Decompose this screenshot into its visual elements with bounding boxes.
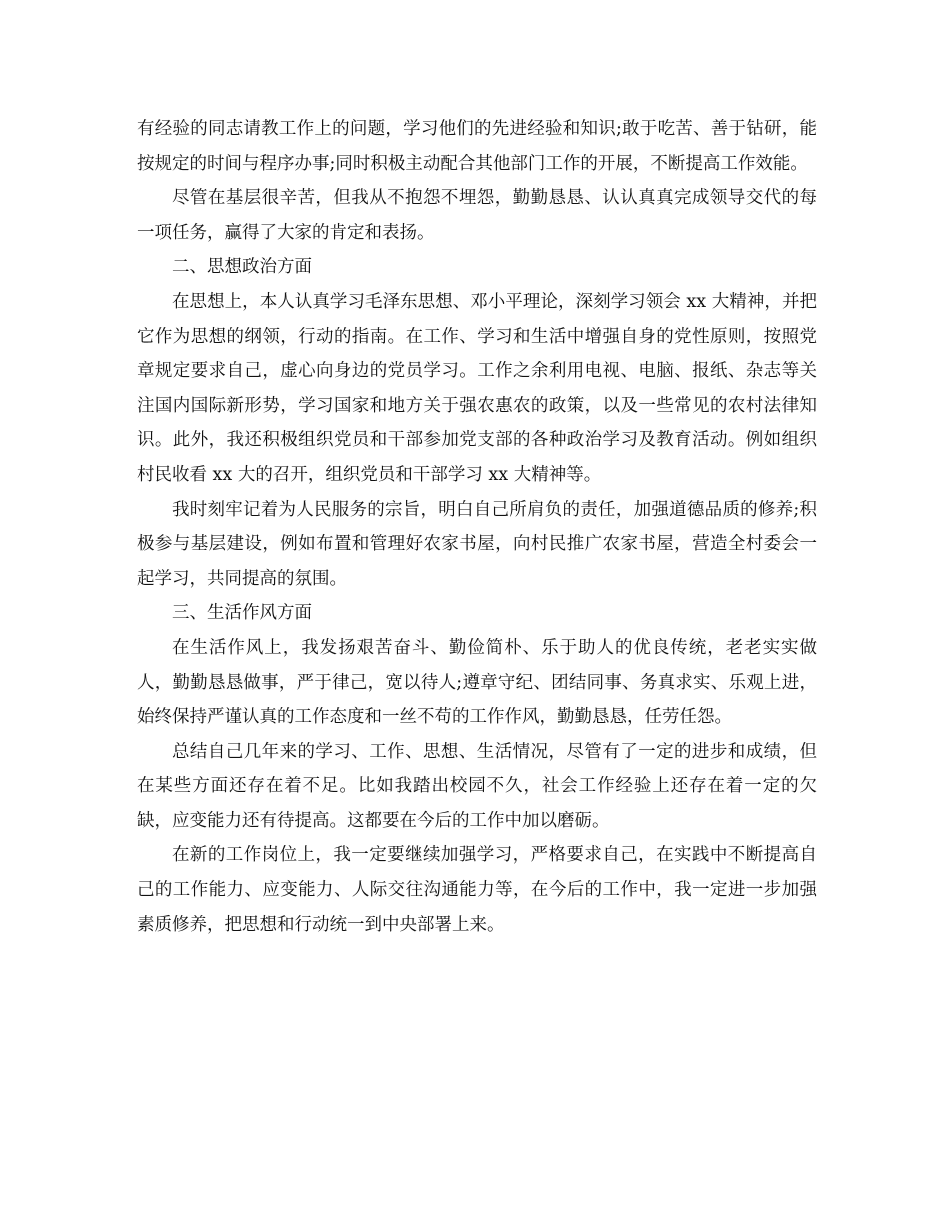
section-heading-ideology: 二、思想政治方面 xyxy=(172,257,312,278)
paragraph-summary: 总结自己几年来的学习、工作、思想、生活情况，尽管有了一定的进步和成绩，但在某些方面还存在着不足。比如我踏出校园不久，社会工作经验上还存在着一定的欠缺，应变能力还有待提高。这都要在今后的工作中加以磨砺。 xyxy=(137,741,817,831)
paragraph-lifestyle: 在生活作风上，我发扬艰苦奋斗、勤俭简朴、乐于助人的优良传统，老老实实做人，勤勤恳恳做事，严于律己，宽以待人;遵章守纪、团结同事、务真求实、乐观上进，始终保持严谨认真的工作态度和一丝不苟的工作作风，勤勤恳恳，任劳任怨。 xyxy=(137,637,817,728)
paragraph-service: 我时刻牢记着为人民服务的宗旨，明白自己所肩负的责任，加强道德品质的修养;积极参与基层建设，例如布置和管理好农家书屋，向村民推广农家书屋，营造全村委会一起学习，共同提高的氛围。 xyxy=(137,499,817,589)
paragraph-commitment: 在新的工作岗位上，我一定要继续加强学习，严格要求自己，在实践中不断提高自己的工作能力、应变能力、人际交往沟通能力等，在今后的工作中，我一定进一步加强素质修养，把思想和行动统一到中央部署上来。 xyxy=(137,845,817,935)
section-heading-lifestyle: 三、生活作风方面 xyxy=(172,603,312,624)
paragraph-hardship: 尽管在基层很辛苦，但我从不抱怨不埋怨，勤勤恳恳、认认真真完成领导交代的每一项任务，赢得了大家的肯定和表扬。 xyxy=(137,188,817,243)
paragraph-continuation: 有经验的同志请教工作上的问题，学习他们的先进经验和知识;敢于吃苦、善于钻研，能按规定的时间与程序办事;同时积极主动配合其他部门工作的开展，不断提高工作效能。 xyxy=(137,119,817,174)
paragraph-ideology-study: 在思想上，本人认真学习毛泽东思想、邓小平理论，深刻学习领会 xx 大精神，并把它作为思想的纲领，行动的指南。在工作、学习和生活中增强自身的党性原则，按照党章规定要求自己，虚心向身边的党员学习。工作之余利用电视、电脑、报纸、杂志等关注国内国际新形势，学习国家和地方关于强农惠农的政策，以及一些常见的农村法律知识。此外，我还积极组织党员和干部参加党支部的各种政治学习及教育活动。例如组织村民收看 xx 大的召开，组织党员和干部学习 xx 大精神等。 xyxy=(137,291,817,485)
document-body xyxy=(137,112,817,942)
